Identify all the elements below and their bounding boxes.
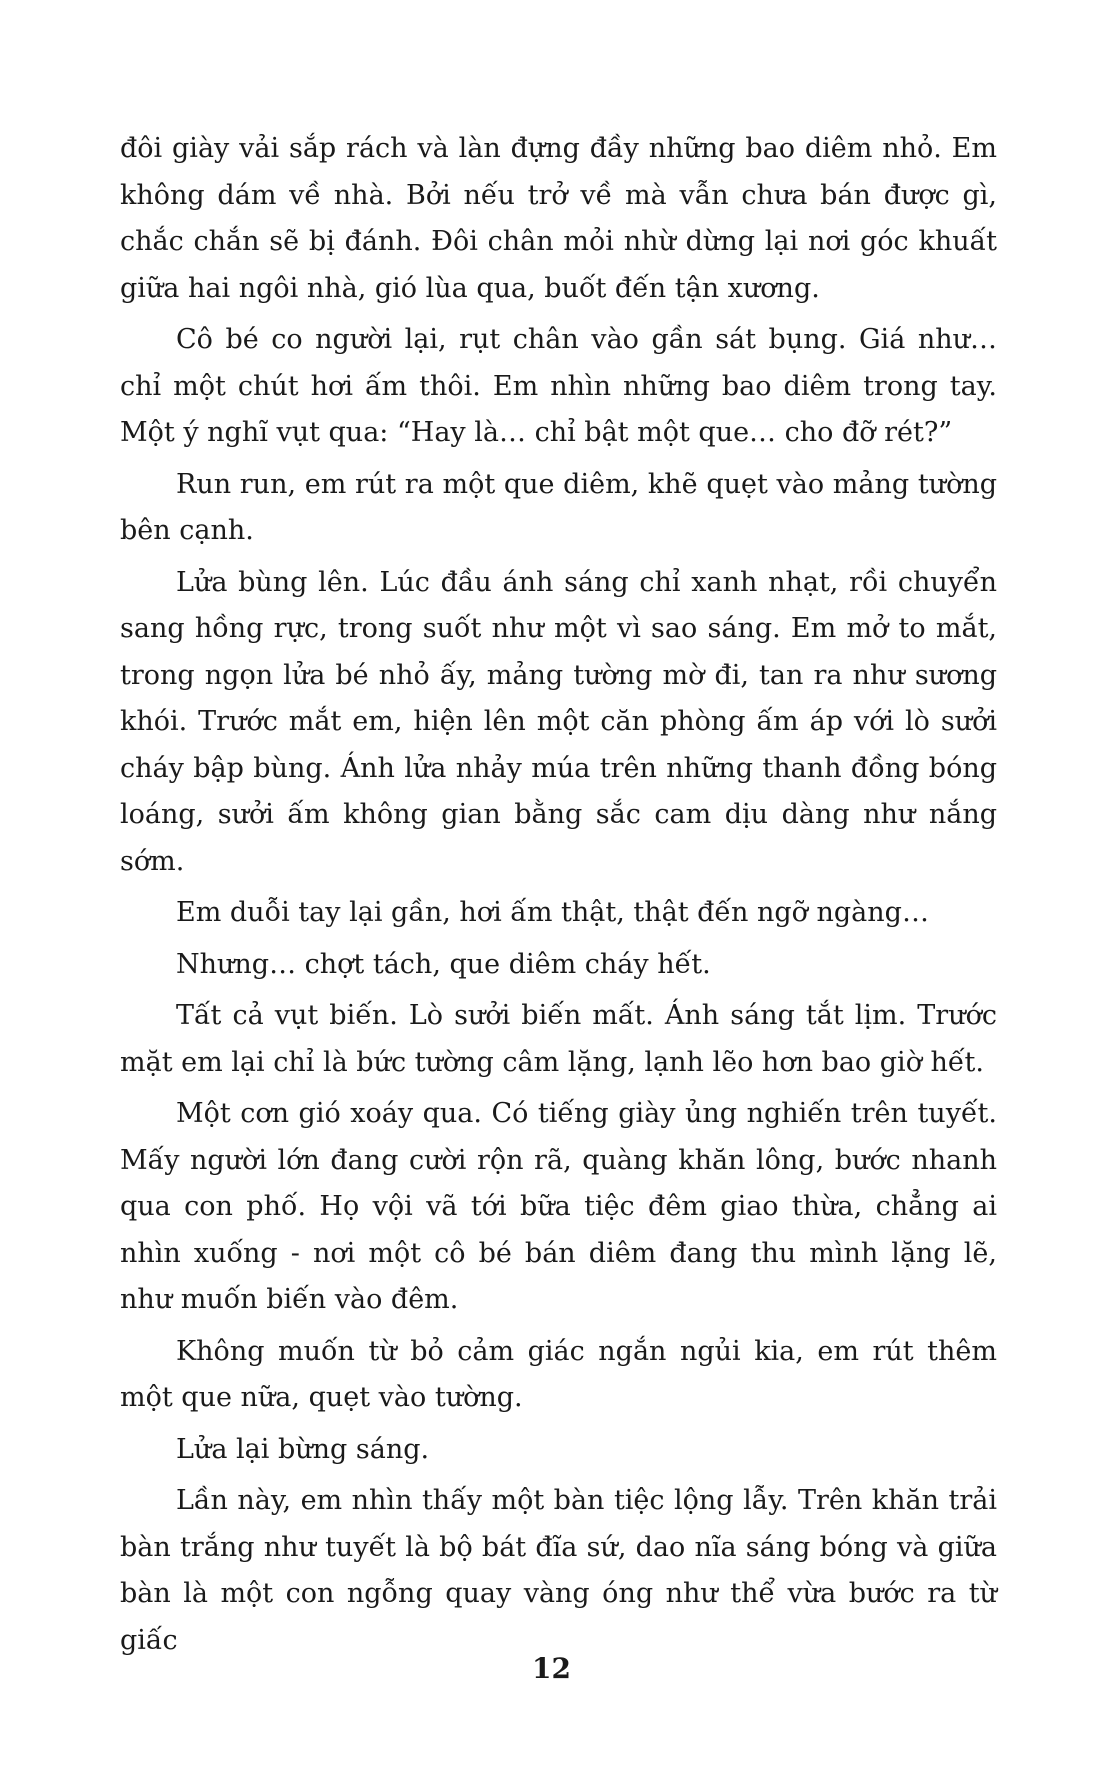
paragraph-7: Tất cả vụt biến. Lò sưởi biến mất. Ánh sáng tắt lịm. Trước mặt em lại chỉ là bức tường câm lặng, lạnh lẽo hơn bao giờ hết. bbox=[120, 1000, 997, 1078]
paragraph-6: Nhưng… chợt tách, que diêm cháy hết. bbox=[176, 948, 711, 980]
body-text bbox=[120, 126, 997, 1669]
paragraph-1: đôi giày vải sắp rách và làn đựng đầy những bao diêm nhỏ. Em không dám về nhà. Bởi nếu trở về mà vẫn chưa bán được gì, chắc chắn sẽ bị đánh. Đôi chân mỏi nhừ dừng lại nơi góc khuất giữa hai ngôi nhà, gió lùa qua, buốt đến tận xương. bbox=[120, 133, 997, 304]
paragraph-4: Lửa bùng lên. Lúc đầu ánh sáng chỉ xanh nhạt, rồi chuyển sang hồng rực, trong suốt như một vì sao sáng. Em mở to mắt, trong ngọn lửa bé nhỏ ấy, mảng tường mờ đi, tan ra như sương khói. Trước mắt em, hiện lên một căn phòng ấm áp với lò sưởi cháy bập bùng. Ánh lửa nhảy múa trên những thanh đồng bóng loáng, sưởi ấm không gian bằng sắc cam dịu dàng như nắng sớm. bbox=[120, 566, 997, 877]
paragraph-2: Cô bé co người lại, rụt chân vào gần sát bụng. Giá như… chỉ một chút hơi ấm thôi. Em nhìn những bao diêm trong tay. Một ý nghĩ vụt qua: “Hay là… chỉ bật một que… cho đỡ rét?” bbox=[120, 324, 997, 448]
paragraph-3: Run run, em rút ra một que diêm, khẽ quẹt vào mảng tường bên cạnh. bbox=[120, 468, 997, 546]
paragraph-5: Em duỗi tay lại gần, hơi ấm thật, thật đến ngỡ ngàng… bbox=[176, 897, 929, 928]
paragraph-11: Lần này, em nhìn thấy một bàn tiệc lộng lẫy. Trên khăn trải bàn trắng như tuyết là bộ bát đĩa sứ, dao nĩa sáng bóng và giữa bàn là một con ngỗng quay vàng óng như thể vừa bước ra từ giấc bbox=[120, 1485, 997, 1656]
paragraph-8: Một cơn gió xoáy qua. Có tiếng giày ủng nghiến trên tuyết. Mấy người lớn đang cười rộn rã, quàng khăn lông, bước nhanh qua con phố. Họ vội vã tới bữa tiệc đêm giao thừa, chẳng ai nhìn xuống - nơi một cô bé bán diêm đang thu mình lặng lẽ, như muốn biến vào đêm. bbox=[120, 1098, 997, 1315]
page-number: 12 bbox=[532, 1652, 571, 1685]
paragraph-10: Lửa lại bừng sáng. bbox=[176, 1433, 430, 1465]
paragraph-9: Không muốn từ bỏ cảm giác ngắn ngủi kia, em rút thêm một que nữa, quẹt vào tường. bbox=[120, 1335, 997, 1413]
